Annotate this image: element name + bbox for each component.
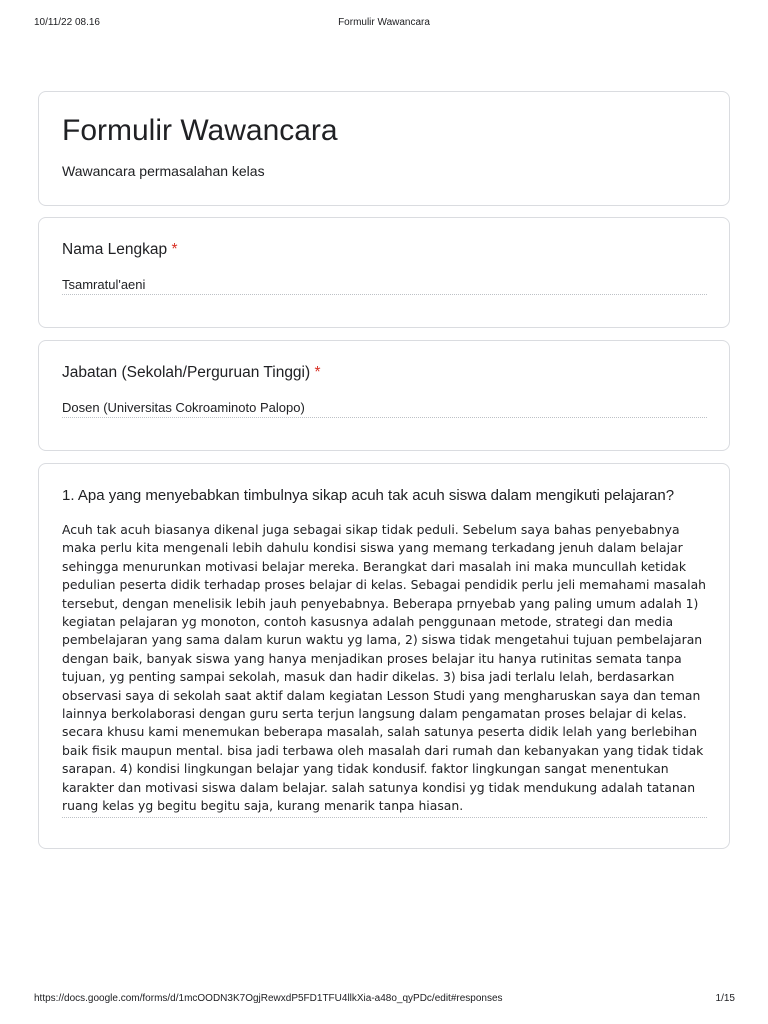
- answer-line: baik fisik maupun mental. bisa jadi terbawa oleh masalah dari rumah dan kebanyakan yang tidak tidak: [62, 742, 704, 758]
- answer-line: karakter dan motivasi siswa dalam belajar. salah satunya kondisi yg tidak mendukung adalah tatanan: [62, 779, 696, 795]
- answer-line: lainnya berkolaborasi dengan guru serta terjun langsung dalam pengamatan proses belajar di kelas.: [62, 706, 687, 722]
- print-page-title: Formulir Wawancara: [338, 17, 430, 28]
- question-text: Jabatan (Sekolah/Perguruan Tinggi): [62, 364, 311, 381]
- answer-line: observasi saya di sekolah saat aktif dalam kegiatan Lesson Studi yang mengharuskan saya dan teman: [62, 687, 701, 703]
- print-footer: [0, 993, 768, 1007]
- print-url: https://docs.google.com/forms/d/1mcOODN3K7OgjRewxdP5FD1TFU4llkXia-a48o_qyPDc/edit#responses: [34, 993, 503, 1004]
- print-header: [0, 17, 768, 31]
- answer-line: secara khusu kami menemukan beberapa masalah, salah satunya peserta didik lelah yang berlebihan: [62, 724, 698, 740]
- answer-text: Tsamratul'aeni: [62, 276, 707, 295]
- answer-line: tujuan, yg penting sampai sekolah, masuk dan hadir dikelas. 3) bisa jadi terlalu lelah, berdasarkan: [62, 669, 675, 685]
- question-label: [62, 363, 321, 383]
- page-number: 1/15: [715, 993, 735, 1004]
- answer-line: kegiatan pelajaran yg monoton, contoh kasusnya adalah penggunaan metode, strategi dan media: [62, 614, 674, 630]
- question-text: 1. Apa yang menyebabkan timbulnya sikap acuh tak acuh siswa dalam mengikuti pelajaran?: [62, 487, 675, 504]
- long-answer-text: [62, 521, 707, 818]
- answer-line: dengan baik, banyak siswa yang hanya menjadikan proses belajar itu hanya rutinitas semata tanpa: [62, 650, 682, 666]
- question-card-1: [38, 463, 730, 849]
- required-asterisk: *: [314, 364, 321, 381]
- form-description: Wawancara permasalahan kelas: [62, 163, 265, 179]
- answer-line: sarapan. 4) kondisi lingkungan belajar yang tidak kondusif. faktor lingkungan sangat menentukan: [62, 761, 669, 777]
- print-datetime: 10/11/22 08.16: [34, 17, 100, 28]
- answer-line: Acuh tak acuh biasanya dikenal juga sebagai sikap tidak peduli. Sebelum saya bahas penyebabnya: [62, 522, 680, 537]
- form-title: Formulir Wawancara: [62, 114, 338, 147]
- answer-line: ruang kelas yg begitu begitu saja, kurang menarik tanpa hiasan.: [62, 798, 464, 814]
- answer-text: Dosen (Universitas Cokroaminoto Palopo): [62, 399, 707, 418]
- question-text: Nama Lengkap: [62, 241, 168, 258]
- question-card-jabatan: [38, 340, 730, 451]
- question-label: [62, 240, 177, 260]
- required-asterisk: *: [171, 241, 178, 258]
- form-title-card: [38, 91, 730, 206]
- answer-line: maka perlu kita mengenali lebih dahulu kondisi siswa yang memang terkadang jenuh dalam belajar: [62, 540, 683, 556]
- answer-line: pedulian peserta didik terhadap proses belajar di kelas. Sebagai pendidik perlu jeli memahami masalah: [62, 577, 707, 593]
- answer-line: tersebut, dengan menelisik lebih jauh penyebabnya. Beberapa prnyebab yang paling umum adalah 1): [62, 595, 699, 611]
- answer-line: sehingga menurunkan motivasi belajar mereka. Berangkat dari masalah ini maka muncullah ketidak: [62, 558, 687, 574]
- answer-line: pembelajaran yang sama dalam kurun waktu yg lama, 2) siswa tidak mengetahui tujuan pembelajaran: [62, 632, 703, 648]
- question-card-nama-lengkap: [38, 217, 730, 328]
